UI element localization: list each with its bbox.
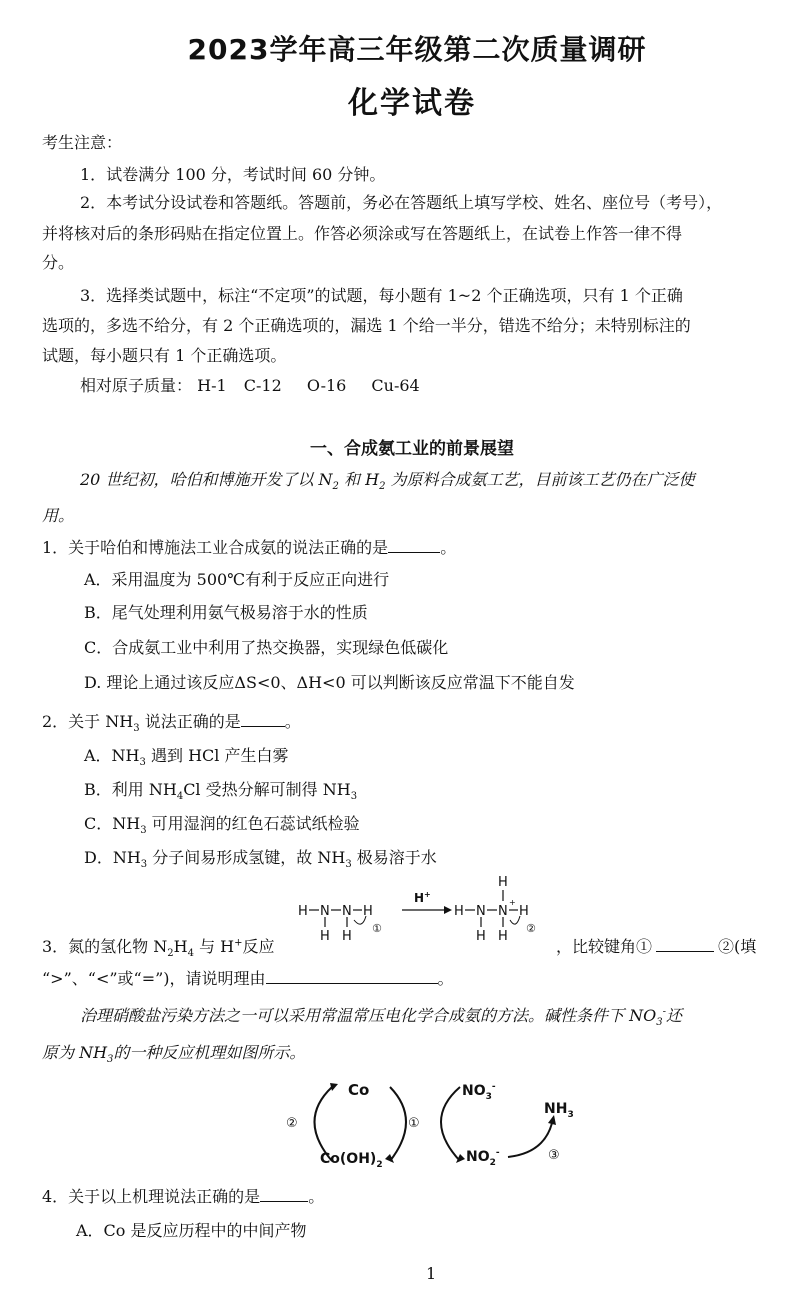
svg-text:H: H [342,929,352,944]
section-intro-line-1: 20 世纪初，哈伯和博施开发了以 $N_2$ 和 $H_2$ 为原料合成氨工艺，目前该工艺仍在广泛使 [80,470,695,493]
atomic-mass-c: C-12 [243,376,282,395]
svg-text:H: H [519,904,529,919]
q1-option-b: B．尾气处理利用氨气极易溶于水的性质 [84,603,368,622]
notice-item-3-line-1: 3．选择类试题中，标注“不定项”的试题，每小题有 1~2 个正确选项，只有 1 个正确 [80,286,683,305]
atomic-mass-o: O-16 [306,376,347,395]
svg-text:N: N [498,904,508,919]
atomic-mass-cu: Cu-64 [371,376,420,395]
mechanism-cycle-diagram [282,1075,602,1175]
question-3-stem: 3．氮的氢化物 $N_2H_4$ 与 H+反应 [42,937,275,960]
q2-option-d: D．$NH_3$ 分子间易形成氢键，故 $NH_3$ 极易溶于水 [84,848,437,871]
q2-option-b: B．利用 $NH_4Cl$ 受热分解可制得 $NH_3$ [84,780,358,803]
atomic-mass-h: H-1 [197,376,227,395]
svg-text:N: N [320,904,330,919]
atomic-mass-row [80,373,420,396]
svg-text:H: H [320,929,330,944]
question-3-line-2: “>”、“<”或“=”)，请说明理由 。 [42,969,454,988]
answer-blank[interactable] [266,969,438,984]
svg-text:Co(OH)2: $Co(OH)_2$ [320,1151,383,1170]
svg-text:H: H [454,904,464,919]
question-3-compare: ，比较键角① ②(填 [556,937,757,956]
svg-text:N: N [476,904,486,919]
page-number: 1 [426,1264,437,1283]
answer-blank[interactable] [656,937,714,952]
notice-item-2-line-2: 并将核对后的条形码贴在指定位置上。作答必须涂或写在答题纸上，在试卷上作答一律不得 [42,224,683,243]
notice-item-2-line-3: 分。 [42,253,75,272]
svg-text:H: H [298,904,308,919]
svg-text:NO3-: $NO_3^-$ [462,1082,496,1102]
svg-text:H: H [498,929,508,944]
notice-item-3-line-3: 试题，每小题只有 1 个正确选项。 [42,346,287,365]
passage-line-2: 原为 $NH_3$的一种反应机理如图所示。 [42,1043,306,1066]
q1-option-c: C．合成氨工业中利用了热交换器，实现绿色低碳化 [84,638,449,657]
atomic-mass-label: 相对原子质量： [80,376,193,395]
hydrazine-reaction-diagram [296,872,556,952]
svg-text:①: ① [408,1116,420,1131]
notice-item-1: 1．试卷满分 100 分，考试时间 60 分钟。 [80,165,386,184]
svg-text:H: H [498,875,508,890]
passage-line-1: 治理硝酸盐污染方法之一可以采用常温常压电化学合成氨的方法。碱性条件下 $NO_3^-$还 [80,1006,682,1029]
answer-blank[interactable] [241,712,285,727]
svg-text:②: ② [286,1116,298,1131]
q2-option-c: C．$NH_3$ 可用湿润的红色石蕊试纸检验 [84,814,360,837]
svg-text:H: H [363,904,373,919]
q1-option-d: D. 理论上通过该反应ΔS<0、ΔH<0 可以判断该反应常温下不能自发 [84,673,575,692]
angle-1-label: ① [372,922,382,935]
angle-2-label: ② [526,922,536,935]
answer-blank[interactable] [388,538,440,553]
svg-text:NH3: $NH_3$ [544,1101,574,1120]
question-4-stem: 4．关于以上机理说法正确的是 。 [42,1187,325,1206]
section-title: 一、合成氨工业的前景展望 [310,439,514,459]
question-1-stem: 1．关于哈伯和博施法工业合成氨的说法正确的是 。 [42,538,457,557]
q4-option-a: A．Co 是反应历程中的中间产物 [76,1221,307,1240]
subject-title: 化学试卷 [348,86,476,121]
q2-option-a: A．$NH_3$ 遇到 HCl 产生白雾 [84,746,289,769]
svg-text:H+: H+ [414,890,431,905]
question-2-stem: 2．关于 $NH_3$ 说法正确的是 。 [42,712,301,735]
svg-text:NO2-: $NO_2^-$ [466,1148,500,1168]
notice-heading: 考生注意： [42,133,123,152]
section-intro-line-2: 用。 [42,506,75,525]
svg-text:+: + [509,898,516,907]
q1-option-a: A．采用温度为 500℃有利于反应正向进行 [84,570,390,589]
svg-text:H: H [476,929,486,944]
notice-item-2-line-1: 2．本考试分设试卷和答题纸。答题前，务必在答题纸上填写学校、姓名、座位号（考号）， [80,193,723,212]
svg-text:③: ③ [548,1148,560,1163]
exam-title: 2023学年高三年级第二次质量调研 [187,33,647,66]
notice-item-3-line-2: 选项的，多选不给分，有 2 个正确选项的，漏选 1 个给一半分，错选不给分；未特别标注的 [42,316,691,335]
answer-blank[interactable] [260,1187,308,1202]
svg-text:Co: Co [348,1081,370,1099]
svg-text:N: N [342,904,352,919]
